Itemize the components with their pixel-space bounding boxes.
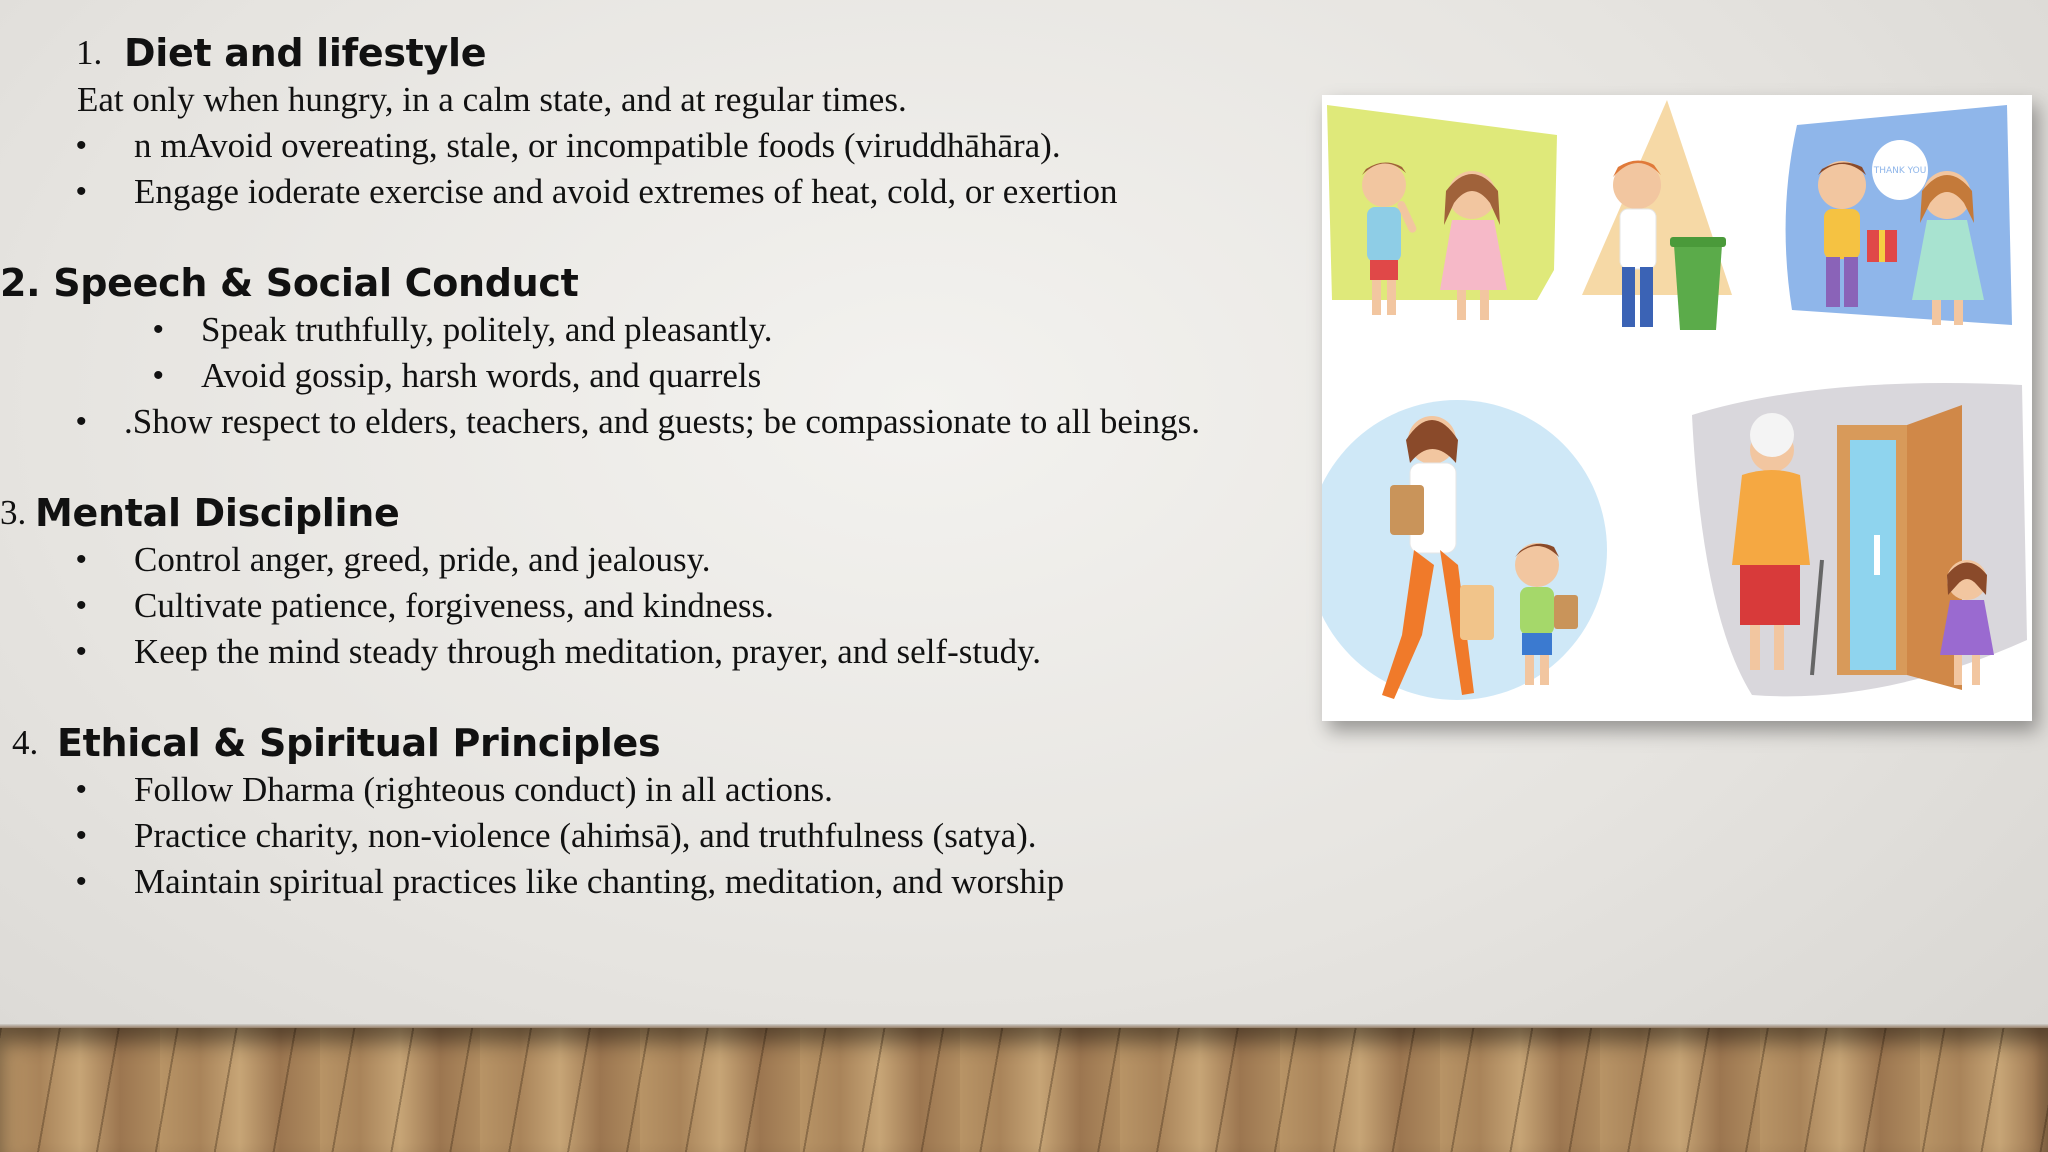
- section-4-number: 4.: [12, 723, 39, 762]
- bullet-icon: •: [76, 865, 87, 898]
- section-4-title: Ethical & Spiritual Principles: [57, 721, 661, 765]
- section-4-bullet-1: Follow Dharma (righteous conduct) in all actions.: [134, 770, 833, 809]
- bullet-icon: •: [76, 635, 87, 668]
- panel-green-bg: [1327, 105, 1557, 300]
- grocery-bag: [1390, 485, 1424, 535]
- section-3-bullet-3: Keep the mind steady through meditation, prayer, and self-study.: [134, 632, 1042, 671]
- section-4-bullet-2: Practice charity, non-violence (ahiṁsā), and truthfulness (satya).: [134, 816, 1037, 855]
- section-2-bullet-3: .Show respect to elders, teachers, and guests; be compassionate to all beings.: [124, 402, 1200, 441]
- grocery-bag: [1554, 595, 1578, 629]
- section-1-bullet-1: n mAvoid overeating, stale, or incompatible foods (viruddhāhāra).: [134, 126, 1061, 165]
- bullet-icon: •: [153, 313, 164, 346]
- bullet-icon: •: [76, 819, 87, 852]
- bullet-icon: •: [76, 773, 87, 806]
- section-4-bullet-3: Maintain spiritual practices like chanting, meditation, and worship: [134, 862, 1065, 901]
- speech-bubble-text: THANK YOU: [1873, 166, 1927, 176]
- wooden-floor: [0, 1028, 2048, 1152]
- bullet-icon: •: [76, 543, 87, 576]
- bullet-icon: •: [76, 129, 87, 162]
- children-manners-illustration: [1322, 95, 2032, 721]
- section-3-bullet-1: Control anger, greed, pride, and jealousy.: [134, 540, 711, 579]
- grocery-bag: [1460, 585, 1494, 640]
- section-1-title: Diet and lifestyle: [124, 31, 487, 75]
- section-3-number: 3.: [0, 493, 27, 532]
- bullet-icon: •: [76, 405, 87, 438]
- bullet-icon: •: [76, 589, 87, 622]
- section-3-bullet-2: Cultivate patience, forgiveness, and kindness.: [134, 586, 774, 625]
- section-3-title: Mental Discipline: [35, 491, 400, 535]
- section-1-intro: Eat only when hungry, in a calm state, and at regular times.: [77, 80, 907, 119]
- section-1-bullet-2: Engage ioderate exercise and avoid extremes of heat, cold, or exertion: [134, 172, 1118, 211]
- section-1-number: 1.: [76, 33, 103, 72]
- bullet-icon: •: [153, 359, 164, 392]
- illustration-svg: [1322, 95, 2032, 721]
- bullet-icon: •: [76, 175, 87, 208]
- section-2-title: 2. Speech & Social Conduct: [0, 261, 579, 305]
- section-2-bullet-1: Speak truthfully, politely, and pleasantly.: [201, 310, 773, 349]
- recycle-bin: [1674, 245, 1722, 330]
- section-2-bullet-2: Avoid gossip, harsh words, and quarrels: [201, 356, 762, 395]
